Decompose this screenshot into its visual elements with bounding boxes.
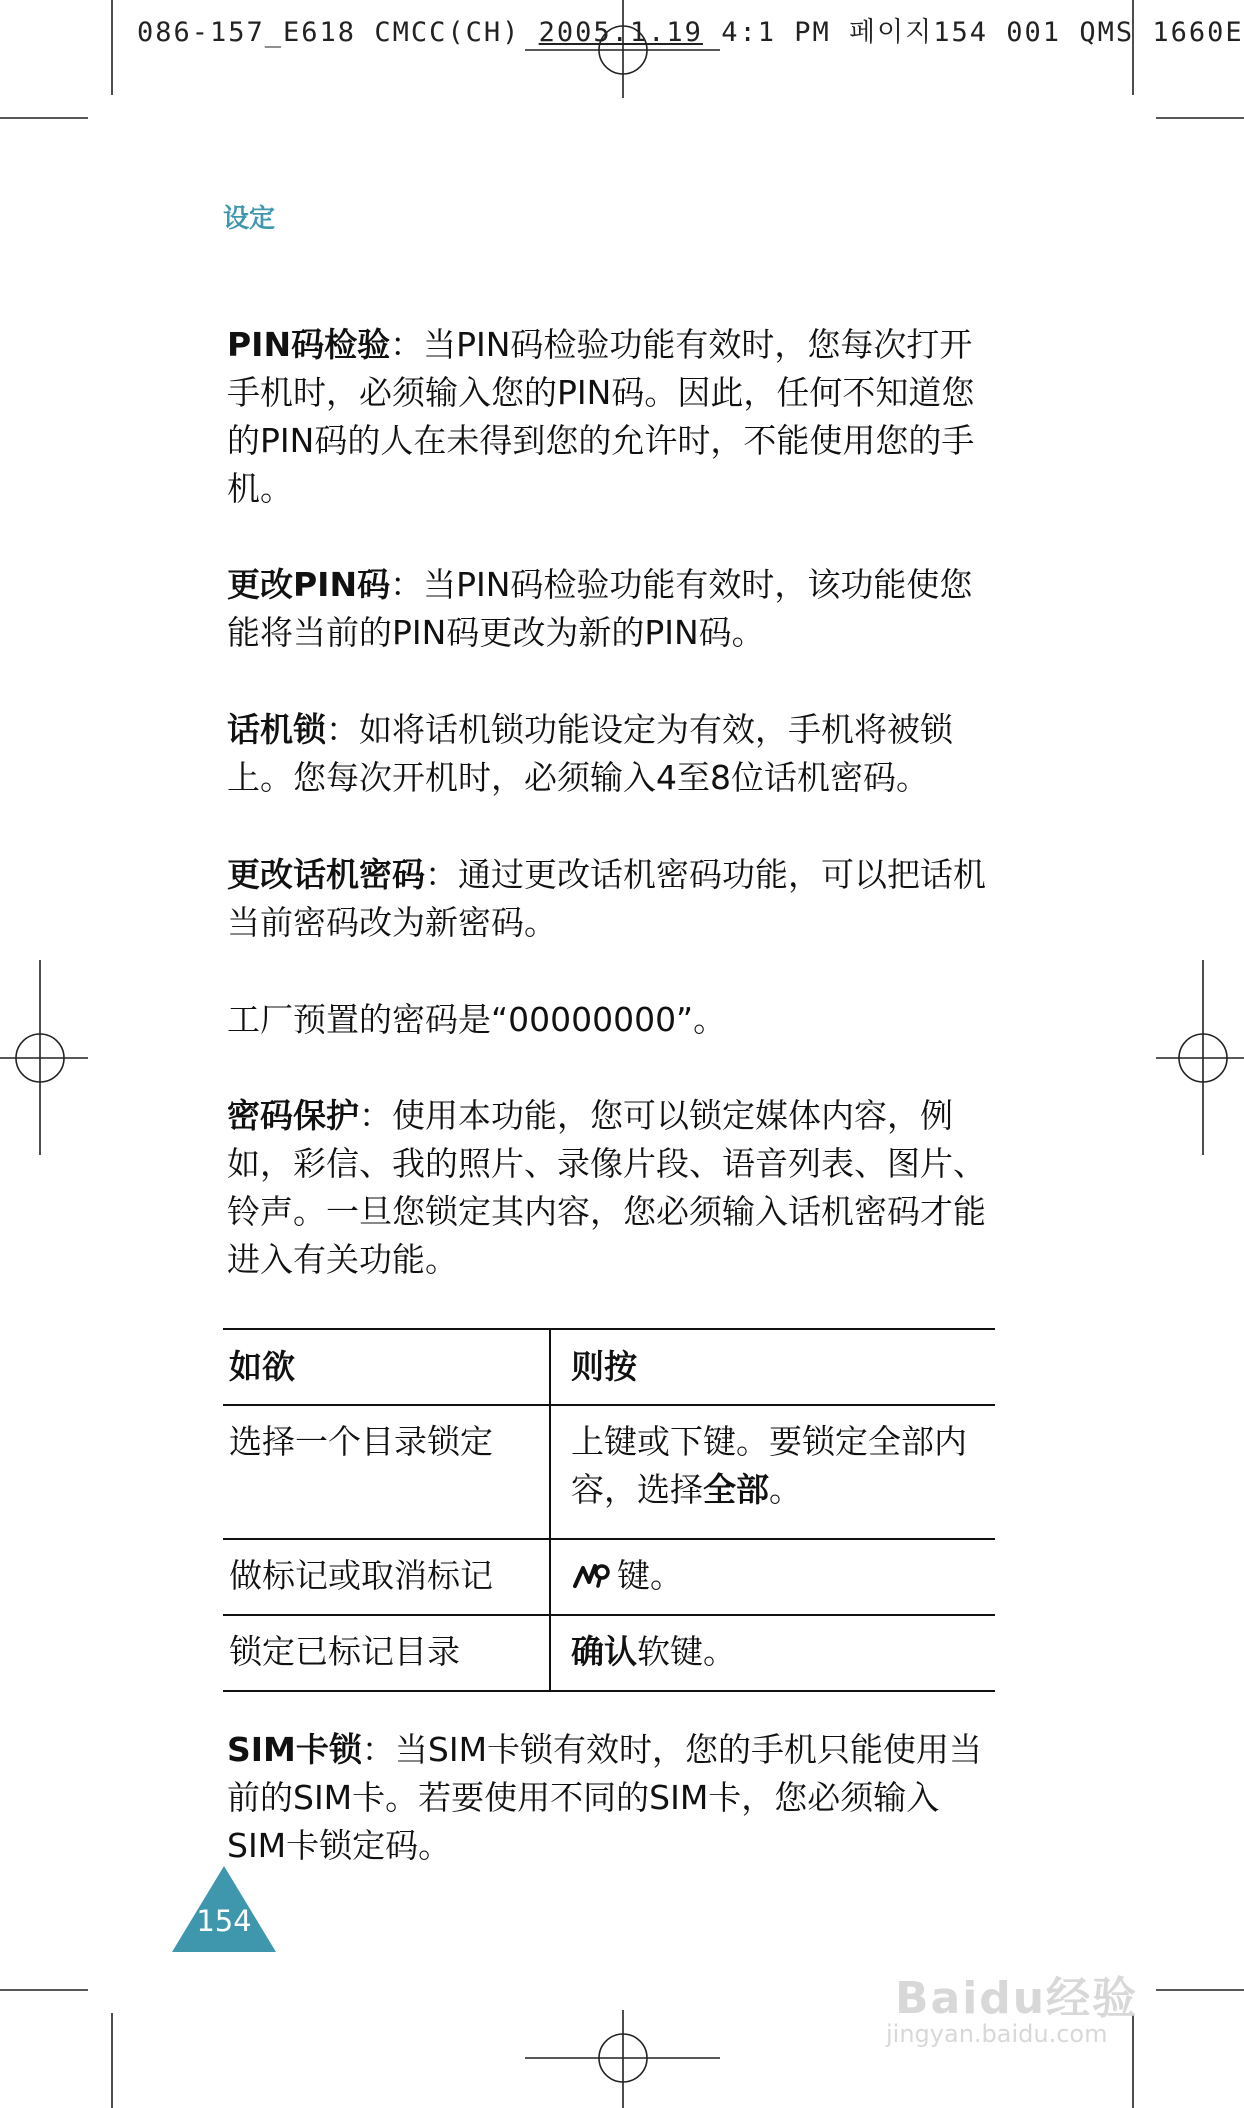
instruction-table [223, 1328, 995, 1692]
paragraph-phone-lock [227, 706, 997, 802]
paragraph-change-phone-password [227, 851, 997, 947]
table-cell-press [550, 1405, 995, 1539]
term-pin-check: PIN码检验 [227, 325, 391, 364]
press-suffix: 软键。 [637, 1632, 736, 1671]
table-header-press: 则按 [550, 1329, 995, 1405]
press-text: 上键或下键。要锁定全部内容，选择 [571, 1422, 967, 1509]
watermark-url: jingyan.baidu.com [886, 2020, 1108, 2048]
press-bold: 全部 [703, 1470, 769, 1509]
table-row [223, 1539, 995, 1615]
registration-mark-bottom [525, 2010, 720, 2108]
watermark-logo: Baidu经验 [895, 1973, 1139, 2024]
registration-mark-left [0, 960, 88, 1155]
paragraph-sim-lock [227, 1726, 997, 1870]
table-header-action: 如欲 [223, 1329, 550, 1405]
desc-pin-check: ：当PIN码检验功能有效时，您每次打开手机时，必须输入您的PIN码。因此，任何不知道您的PIN码的人在未得到您的允许时，不能使用您的手机。 [227, 325, 975, 508]
term-password-protection: 密码保护 [227, 1096, 359, 1135]
print-header-code: 001 QMS 1660E [1006, 17, 1244, 48]
term-change-pin: 更改PIN码 [227, 565, 391, 604]
paragraph-default-password [227, 996, 997, 1044]
desc-phone-lock: ：如将话机锁功能设定为有效，手机将被锁上。您每次开机时，必须输入4至8位话机密码。 [227, 710, 953, 797]
press-suffix: 。 [769, 1470, 802, 1509]
desc-change-phone-password: ：通过更改话机密码功能，可以把话机当前密码改为新密码。 [227, 855, 986, 942]
table-cell-press [550, 1615, 995, 1691]
term-sim-lock: SIM卡锁 [227, 1730, 362, 1769]
print-header-time-page: 4:1 PM 페이지154 [721, 17, 989, 48]
print-header-file: 086-157_E618 CMCC(CH) [137, 17, 521, 48]
table-cell-press [550, 1539, 995, 1615]
print-header-date: 2005.1.19 [538, 17, 703, 48]
registration-mark-top [525, 0, 720, 98]
table-cell-action: 锁定已标记目录 [223, 1615, 550, 1691]
table-cell-action: 选择一个目录锁定 [223, 1405, 550, 1539]
term-phone-lock: 话机锁 [227, 710, 326, 749]
paragraph-pin-check [227, 321, 997, 513]
table-header-row [223, 1329, 995, 1405]
table-row [223, 1615, 995, 1691]
press-bold: 确认 [571, 1632, 637, 1671]
table-cell-action: 做标记或取消标记 [223, 1539, 550, 1615]
desc-change-pin: ：当PIN码检验功能有效时，该功能使您能将当前的PIN码更改为新的PIN码。 [227, 565, 973, 652]
desc-default-password: 工厂预置的密码是“00000000”。 [227, 1000, 727, 1039]
desc-sim-lock: ：当SIM卡锁有效时，您的手机只能使用当前的SIM卡。若要使用不同的SIM卡，您必须输入SIM卡锁定码。 [227, 1730, 983, 1865]
term-change-phone-password: 更改话机密码 [227, 855, 425, 894]
paragraph-change-pin [227, 561, 997, 657]
table-row [223, 1405, 995, 1539]
paragraph-password-protection [227, 1092, 997, 1284]
mark-key-icon [571, 1560, 613, 1592]
registration-mark-right [1156, 960, 1244, 1155]
page-number: 154 [196, 1904, 252, 1938]
press-suffix: 键。 [617, 1556, 683, 1595]
section-title: 设定 [223, 204, 276, 234]
desc-password-protection: ：使用本功能，您可以锁定媒体内容，例如，彩信、我的照片、录像片段、语音列表、图片、铃声。一旦您锁定其内容，您必须输入话机密码才能进入有关功能。 [227, 1096, 986, 1279]
